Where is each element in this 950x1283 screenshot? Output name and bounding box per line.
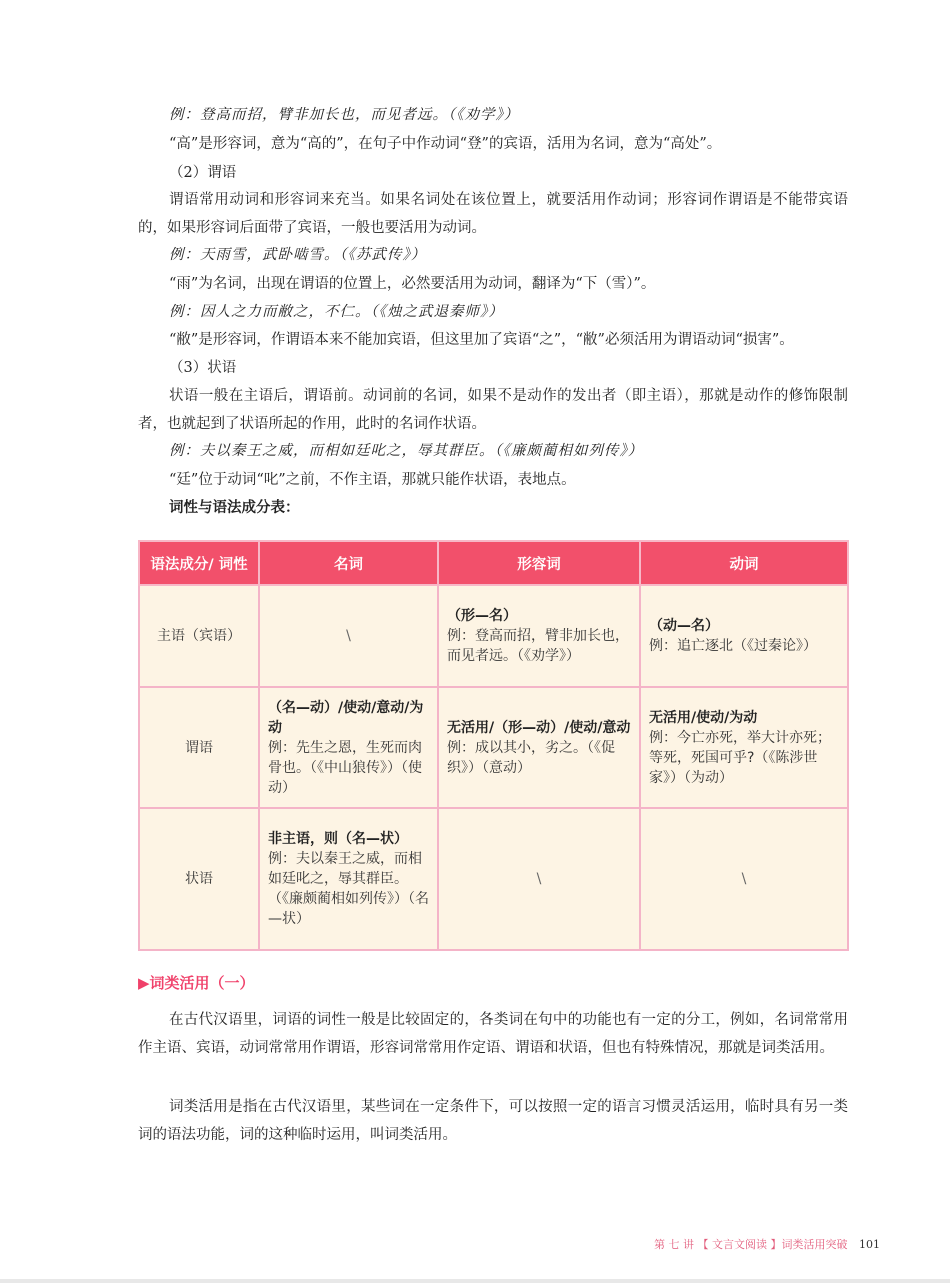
section-paragraph-2: 词类活用是指在古代汉语里，某些词在一定条件下，可以按照一定的语言习惯灵活运用，临时具有另一类词的语法功能，词的这种临时运用，叫词类活用。	[138, 1099, 848, 1143]
cell-predicate-adj-example: 例：成以其小，劣之。（《促织》）（意动）	[447, 739, 615, 776]
example-4: 例：夫以秦王之威，而相如廷叱之，辱其群臣。（《廉颇蔺相如列传》）	[169, 443, 644, 459]
footer-chapter: 第 七 讲 【 文言文阅读 】词类活用突破	[654, 1238, 848, 1251]
header-noun: 名词	[259, 541, 438, 585]
explanation-4: “廷”位于动词“叱”之前，不作主语，那就只能作状语，表地点。	[169, 472, 576, 488]
cell-adverbial-verb: \	[640, 808, 848, 950]
heading-adverbial: （3）状语	[169, 360, 237, 376]
section-heading: ▶词类活用（一）	[138, 974, 255, 992]
cell-subject-verb	[640, 585, 848, 687]
cell-predicate-noun-rule: （名—动）/使动/意动/为动	[268, 699, 424, 736]
cell-predicate-adj-rule: 无活用/（形—动）/使动/意动	[447, 719, 631, 736]
page-footer	[654, 1236, 880, 1252]
header-verb: 动词	[640, 541, 848, 585]
example-2: 例：天雨雪，武卧啮雪。（《苏武传》）	[169, 247, 427, 263]
header-component: 语法成分/ 词性	[139, 541, 259, 585]
cell-predicate-verb-example: 例：今亡亦死，举大计亦死；等死，死国可乎?（《陈涉世家》）（为动）	[649, 729, 831, 786]
paragraph-predicate: 谓语常用动词和形容词来充当。如果名词处在该位置上，就要活用作动词；形容词作谓语是不能带宾语的，如果形容词后面带了宾语，一般也要活用为动词。	[138, 192, 848, 236]
cell-adverbial-adj: \	[438, 808, 640, 950]
page-number: 101	[859, 1238, 880, 1251]
explanation-2: “雨”为名词，出现在谓语的位置上，必然要活用为动词，翻译为“下（雪）”。	[169, 276, 656, 292]
header-adjective: 形容词	[438, 541, 640, 585]
table-row-subject	[139, 585, 848, 687]
row-label-predicate: 谓语	[139, 687, 259, 808]
cell-subject-verb-example: 例：追亡逐北（《过秦论》）	[649, 638, 817, 654]
cell-adverbial-noun	[259, 808, 438, 950]
cell-predicate-verb-rule: 无活用/使动/为动	[649, 709, 758, 726]
grammar-table	[138, 540, 849, 951]
cell-predicate-noun-example: 例：先生之恩，生死而肉骨也。（《中山狼传》）（使动）	[268, 739, 422, 796]
explanation-1: “高”是形容词，意为“高的”，在句子中作动词“登”的宾语，活用为名词，意为“高处”。	[169, 136, 722, 152]
cell-subject-noun: \	[259, 585, 438, 687]
explanation-3: “敝”是形容词，作谓语本来不能加宾语，但这里加了宾语“之”，“敝”必须活用为谓语动词“损害”。	[169, 332, 794, 348]
example-1: 例：登高而招，臂非加长也，而见者远。（《劝学》）	[169, 107, 520, 123]
table-title: 词性与语法成分表：	[169, 500, 300, 516]
example-3: 例：因人之力而敝之，不仁。（《烛之武退秦师》）	[169, 304, 504, 320]
cell-adverbial-noun-example: 例：夫以秦王之威，而相如廷叱之，辱其群臣。（《廉颇蔺相如列传》）（名—状）	[268, 851, 429, 927]
heading-predicate: （2）谓语	[169, 165, 237, 181]
cell-subject-adj	[438, 585, 640, 687]
cell-subject-adj-example: 例：登高而招，臂非加长也，而见者远。（《劝学》）	[447, 628, 629, 664]
table-row-adverbial	[139, 808, 848, 950]
cell-predicate-verb	[640, 687, 848, 808]
row-label-subject: 主语（宾语）	[139, 585, 259, 687]
cell-subject-adj-rule: （形—名）	[447, 608, 517, 624]
cell-adverbial-noun-rule: 非主语，则（名—状）	[268, 831, 408, 847]
table-row-predicate	[139, 687, 848, 808]
section-paragraph-1: 在古代汉语里，词语的词性一般是比较固定的，各类词在句中的功能也有一定的分工，例如，名词常常用作主语、宾语，动词常常用作谓语，形容词常常用作定语、谓语和状语，但也有特殊情况，那就是词类活用。	[138, 1012, 848, 1056]
cell-predicate-noun	[259, 687, 438, 808]
cell-subject-verb-rule: （动—名）	[649, 618, 719, 634]
paragraph-adverbial: 状语一般在主语后，谓语前。动词前的名词，如果不是动作的发出者（即主语），那就是动作的修饰限制者，也就起到了状语所起的作用，此时的名词作状语。	[138, 388, 848, 432]
row-label-adverbial: 状语	[139, 808, 259, 950]
table-header-row	[139, 541, 848, 585]
cell-predicate-adj	[438, 687, 640, 808]
bottom-rule	[0, 1279, 950, 1283]
